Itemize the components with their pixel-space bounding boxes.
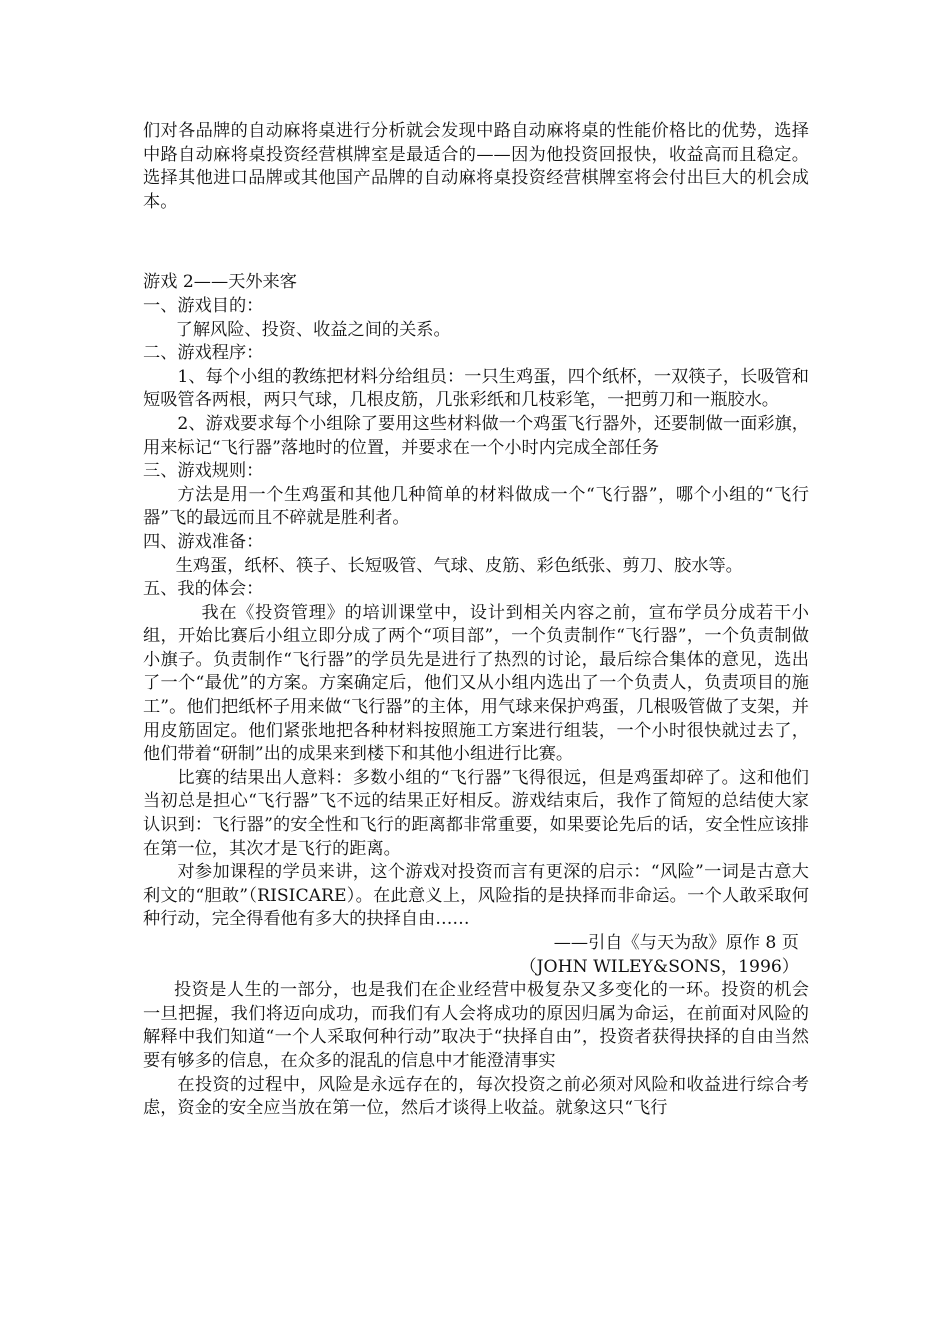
- section-gap: [143, 214, 809, 271]
- reflect-heading: 五、我的体会：: [143, 579, 264, 600]
- prep-heading: 四、游戏准备：: [143, 531, 264, 552]
- prep-text: 生鸡蛋，纸杯、筷子、长短吸管、气球、皮筋、彩色纸张、剪刀、胶水等。: [175, 555, 743, 576]
- body-paragraph-1: 投资是人生的一部分，也是我们在企业经营中极复杂又多变化的一环。投资的机会一旦把握，我们将迈向成功，而我们有人会将成功的原因归属为命运，在前面对风险的解释中我们知道“一个人采取何种行动”取决于“抉择自由”，投资者获得抉择的自由当然要有够多的信息，在众多的混乱的信息中才能澄清事实: [143, 980, 809, 1071]
- goal-text: 了解风险、投资、收益之间的关系。: [175, 319, 451, 340]
- citation-source: ——引自《与天为敌》原作 8 页: [553, 933, 799, 953]
- rules-heading: 三、游戏规则：: [143, 461, 264, 482]
- intro-paragraph: 们对各品牌的自动麻将桌进行分析就会发现中路自动麻将桌的性能价格比的优势，选择中路自动麻将桌投资经营棋牌室是最适合的——因为他投资回报快，收益高而且稳定。选择其他进口品牌或其他国产品牌的自动麻将桌投资经营棋牌室将会付出巨大的机会成本。: [143, 121, 809, 212]
- citation-publisher: （JOHN WILEY&SONS，1996）: [519, 956, 799, 977]
- procedure-heading: 二、游戏程序：: [143, 343, 264, 364]
- rules-text: 方法是用一个生鸡蛋和其他几种简单的材料做成一个“飞行器”，哪个小组的“飞行器”飞的最远而且不碎就是胜利者。: [143, 484, 809, 529]
- document-page: [143, 120, 809, 1121]
- reflect-paragraph-3: 对参加课程的学员来讲，这个游戏对投资而言有更深的启示：“风险”一词是古意大利文的“胆敢”（RISICARE）。在此意义上，风险指的是抉择而非命运。一个人敢采取何种行动，完全得看他有多大的抉择自由……: [143, 862, 809, 930]
- body-paragraph-2: 在投资的过程中，风险是永远存在的，每次投资之前必须对风险和收益进行综合考虑，资金的安全应当放在第一位，然后才谈得上收益。就象这只“飞行: [143, 1074, 809, 1119]
- reflect-paragraph-1: 我在《投资管理》的培训课堂中，设计到相关内容之前，宣布学员分成若干小组，开始比赛后小组立即分成了两个“项目部”，一个负责制作“飞行器”，一个负责制做小旗子。负责制作“飞行器”的学员先是进行了热烈的讨论，最后综合集体的意见，选出了一个“最优”的方案。方案确定后，他们又从小组内选出了一个负责人，负责项目的施工”。他们把纸杯子用来做“飞行器”的主体，用气球来保护鸡蛋，几根吸管做了支架，并用皮筋固定。他们紧张地把各种材料按照施工方案进行组装，一个小时很快就过去了，他们带着“研制”出的成果来到楼下和其他小组进行比赛。: [143, 602, 809, 765]
- reflect-paragraph-2: 比赛的结果出人意料：多数小组的“飞行器”飞得很远，但是鸡蛋却碎了。这和他们当初总是担心“飞行器”飞不远的结果正好相反。游戏结束后，我作了简短的总结使大家认识到：飞行器”的安全性和飞行的距离都非常重要，如果要论先后的话，安全性应该排在第一位，其次才是飞行的距离。: [143, 767, 809, 859]
- procedure-step-1: 1、每个小组的教练把材料分给组员：一只生鸡蛋，四个纸杯，一双筷子，长吸管和短吸管各两根，两只气球，几根皮筋，几张彩纸和几枝彩笔，一把剪刀和一瓶胶水。: [143, 366, 809, 411]
- procedure-step-2: 2、游戏要求每个小组除了要用这些材料做一个鸡蛋飞行器外，还要制做一面彩旗，用来标记“飞行器”落地时的位置，并要求在一个小时内完成全部任务: [143, 413, 809, 458]
- goal-heading: 一、游戏目的：: [143, 295, 264, 316]
- game-title: 游戏 2——天外来客: [143, 272, 297, 293]
